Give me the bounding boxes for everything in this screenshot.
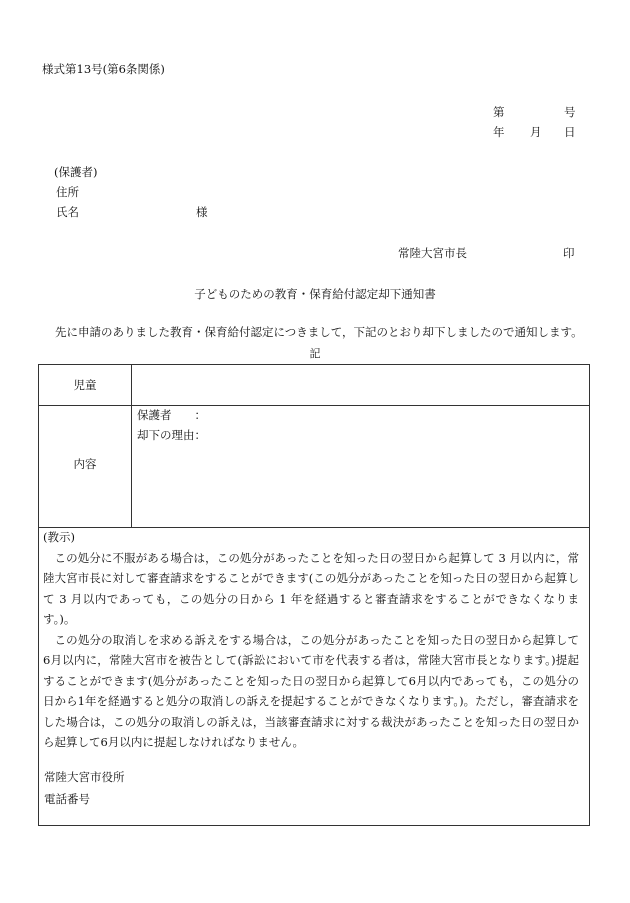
notice-table: [38, 364, 590, 826]
content-label: 内容: [73, 457, 97, 471]
notice-paragraph-2: この処分の取消しを求める訴えをする場合は，この処分があったことを知った日の翌日から起算して6月以内に，常陸大宮市を被告として(訴訟において市を代表する者は，常陸大宮市長となります。)提起することができます(処分があったことを知った日の翌日から起算して6月以内であっても，この処分の日から1年を経過すると処分の取消しの訴えを提起することができなくなります。)。ただし，審査請求をした場合は，この処分の取消しの訴えは，当該審査請求に対する裁決があったことを知った日の翌日から起算して6月以内に提起しなければなりません。: [43, 632, 579, 749]
child-label: 児童: [73, 378, 97, 392]
document-number-label: 第: [493, 105, 505, 119]
date-year-label: 年: [493, 125, 505, 139]
phone-label: 電話番号: [44, 792, 90, 806]
reason-field-label: 却下の理由：: [137, 428, 206, 442]
seal-mark: 印: [563, 246, 575, 260]
instruction-notice: [43, 527, 579, 753]
document-title: 子どものための教育・保育給付認定却下通知書: [194, 287, 436, 301]
honorific: 様: [196, 205, 208, 219]
date-month-label: 月: [530, 125, 542, 139]
guardian-field-label: 保護者 ：: [137, 408, 206, 422]
table-divider-child: [39, 405, 589, 406]
table-column-divider: [131, 365, 132, 527]
guardian-label: (保護者): [54, 165, 98, 179]
office-name: 常陸大宮市役所: [44, 770, 125, 784]
address-label: 住所: [56, 185, 79, 199]
date-day-label: 日: [564, 125, 576, 139]
issuer-mayor: 常陸大宮市長: [398, 246, 467, 260]
ki-mark: 記: [309, 347, 321, 360]
form-number: 様式第13号(第6条関係): [42, 62, 165, 76]
document-number-suffix: 号: [564, 105, 576, 119]
notice-heading: (教示): [43, 530, 75, 544]
intro-text: 先に申請のありました教育・保育給付認定につきまして，下記のとおり却下しましたので通知します。: [55, 325, 583, 339]
name-label: 氏名: [56, 205, 79, 219]
notice-paragraph-1: この処分に不服がある場合は，この処分があったことを知った日の翌日から起算して 3 月以内に，常陸大宮市長に対して審査請求をすることができます(この処分があったことを知った日の翌日から起算して 3 月以内であっても，この処分の日から 1 年を経過すると審査請求をすることができなくなります。)。: [43, 550, 579, 626]
